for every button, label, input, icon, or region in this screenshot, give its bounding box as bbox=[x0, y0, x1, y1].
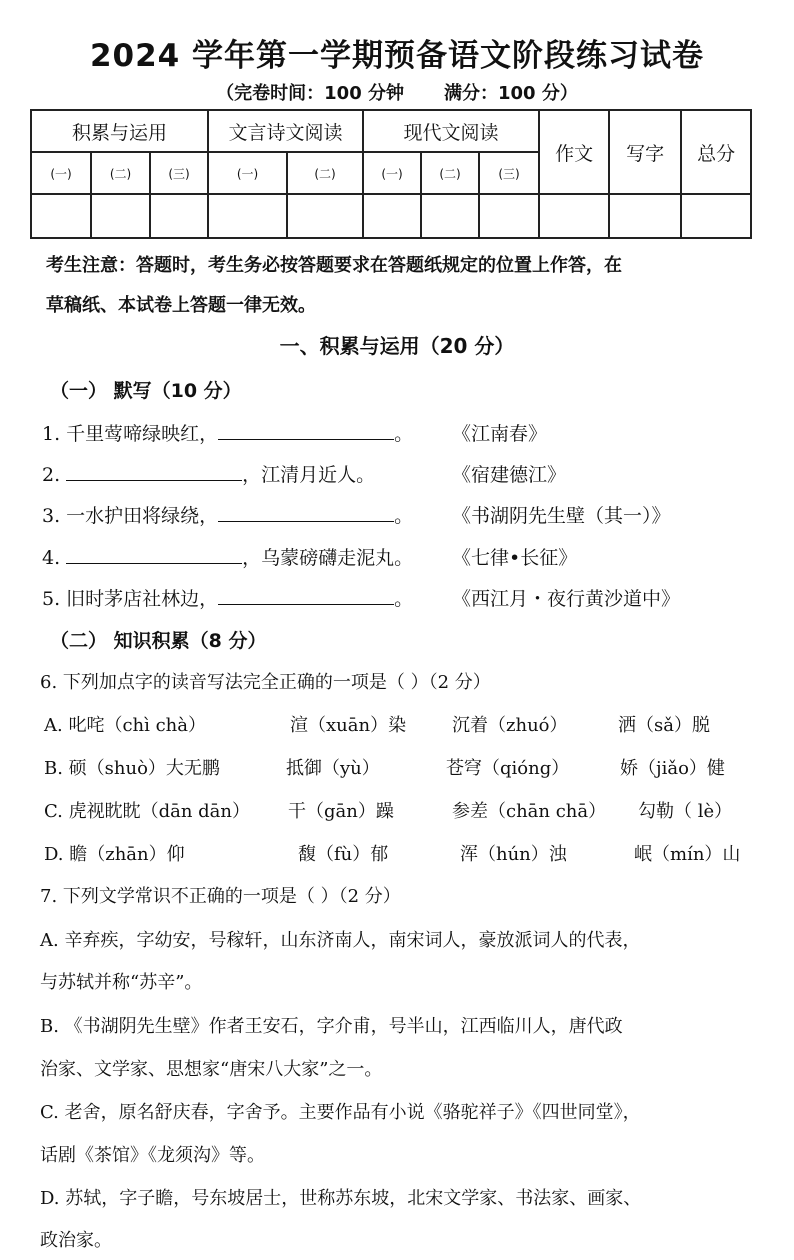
notice-line-2: 草稿纸、本试卷上答题一律无效。 bbox=[46, 295, 316, 316]
exam-full-score: 满分：100 分） bbox=[444, 83, 578, 104]
q7-option-d-line-2: 政治家。 bbox=[40, 1230, 112, 1251]
q6-option-c-3: 参差（chān chā） bbox=[452, 801, 607, 822]
dictation-3 bbox=[42, 501, 413, 528]
score-sub: (一) bbox=[208, 152, 287, 194]
exam-time: （完卷时间：100 分钟 bbox=[216, 83, 404, 104]
question-7-stem: 7. 下列文学常识不正确的一项是（ ）（2 分） bbox=[40, 886, 401, 907]
dictation-text: ，江清月近人。 bbox=[242, 464, 376, 486]
answer-blank[interactable] bbox=[218, 503, 394, 522]
score-sub: (一) bbox=[31, 152, 91, 194]
dictation-text: 。 bbox=[394, 423, 414, 445]
score-sub: (二) bbox=[91, 152, 150, 194]
q6-option-a-4: 洒（sǎ）脱 bbox=[618, 715, 710, 736]
answer-blank[interactable] bbox=[218, 421, 394, 440]
score-cell[interactable] bbox=[91, 194, 150, 238]
dictation-text: 。 bbox=[394, 505, 414, 527]
q7-option-a-line-2: 与苏轼并称“苏辛”。 bbox=[40, 972, 203, 993]
q7-option-c-line-1: C. 老舍，原名舒庆春，字舍予。主要作品有小说《骆驼祥子》《四世同堂》， bbox=[40, 1102, 641, 1123]
exam-title: 2024 学年第一学期预备语文阶段练习试卷 bbox=[89, 38, 705, 74]
q6-option-c-2: 干（gān）躁 bbox=[288, 801, 394, 822]
q6-option-d-2: 馥（fù）郁 bbox=[298, 844, 389, 865]
q7-option-a-line-1: A. 辛弃疾，字幼安，号稼轩，山东济南人，南宋词人，豪放派词人的代表， bbox=[40, 930, 641, 951]
dictation-3-source: 《书湖阴先生壁（其一）》 bbox=[452, 505, 671, 527]
question-6-stem: 6. 下列加点字的读音写法完全正确的一项是（ ）（2 分） bbox=[40, 672, 491, 693]
q6-option-d-1: D. 瞻（zhān）仰 bbox=[44, 844, 185, 865]
answer-blank[interactable] bbox=[66, 462, 242, 481]
dictation-4-source: 《七律•长征》 bbox=[452, 547, 578, 569]
score-group-2: 文言诗文阅读 bbox=[208, 110, 363, 152]
q6-option-a-1: A. 叱咤（chì chà） bbox=[44, 715, 206, 736]
dictation-2 bbox=[42, 460, 375, 487]
q6-option-a-3: 沉着（zhuó） bbox=[452, 715, 568, 736]
score-cell[interactable] bbox=[421, 194, 479, 238]
score-cell[interactable] bbox=[539, 194, 609, 238]
score-table bbox=[30, 109, 752, 239]
q7-option-d-line-1: D. 苏轼，字子瞻，号东坡居士，世称苏东坡，北宋文学家、书法家、画家、 bbox=[40, 1188, 642, 1209]
dictation-text: ，乌蒙磅礴走泥丸。 bbox=[242, 547, 414, 569]
dictation-text: 3. 一水护田将绿绕， bbox=[42, 505, 219, 527]
score-essay: 作文 bbox=[539, 110, 609, 194]
score-cell[interactable] bbox=[287, 194, 363, 238]
score-total: 总分 bbox=[681, 110, 751, 194]
part-1-title: （一） 默写（10 分） bbox=[50, 380, 242, 402]
dictation-1-source: 《江南春》 bbox=[452, 423, 548, 445]
dictation-5 bbox=[42, 584, 413, 611]
q6-option-b-1: B. 硕（shuò）大无鹏 bbox=[44, 758, 220, 779]
score-cell[interactable] bbox=[609, 194, 681, 238]
score-cell[interactable] bbox=[479, 194, 539, 238]
score-sub: (三) bbox=[479, 152, 539, 194]
q6-option-c-4: 勾勒（ lè） bbox=[638, 801, 733, 822]
q6-option-b-2: 抵御（yù） bbox=[286, 758, 380, 779]
score-cell[interactable] bbox=[31, 194, 91, 238]
dictation-text: 。 bbox=[394, 588, 414, 610]
dictation-2-source: 《宿建德江》 bbox=[452, 464, 567, 486]
q6-option-b-4: 娇（jiǎo）健 bbox=[620, 758, 725, 779]
q6-option-b-3: 苍穹（qióng） bbox=[446, 758, 570, 779]
score-cell[interactable] bbox=[208, 194, 287, 238]
score-sub: (一) bbox=[363, 152, 421, 194]
q6-option-a-2: 渲（xuān）染 bbox=[290, 715, 407, 736]
score-sub: (二) bbox=[287, 152, 363, 194]
score-group-3: 现代文阅读 bbox=[363, 110, 539, 152]
answer-blank[interactable] bbox=[218, 586, 394, 605]
dictation-5-source: 《西江月・夜行黄沙道中》 bbox=[452, 588, 681, 610]
dictation-4 bbox=[42, 543, 413, 570]
dictation-text: 5. 旧时茅店社林边， bbox=[42, 588, 219, 610]
notice-line-1: 考生注意：答题时，考生务必按答题要求在答题纸规定的位置上作答，在 bbox=[46, 255, 622, 276]
score-group-1: 积累与运用 bbox=[31, 110, 208, 152]
q6-option-d-3: 浑（hún）浊 bbox=[460, 844, 567, 865]
answer-blank[interactable] bbox=[66, 545, 242, 564]
q6-option-c-1: C. 虎视眈眈（dān dān） bbox=[44, 801, 250, 822]
part-2-title: （二） 知识积累（8 分） bbox=[50, 630, 267, 652]
score-sub: (二) bbox=[421, 152, 479, 194]
exam-subtitle bbox=[0, 79, 794, 105]
dictation-1 bbox=[42, 419, 413, 446]
section-title: 一、积累与运用（20 分） bbox=[279, 334, 515, 358]
score-writing: 写字 bbox=[609, 110, 681, 194]
dictation-text: 2. bbox=[42, 464, 67, 486]
q7-option-b-line-2: 治家、文学家、思想家“唐宋八大家”之一。 bbox=[40, 1059, 383, 1080]
q7-option-c-line-2: 话剧《茶馆》《龙须沟》等。 bbox=[40, 1145, 265, 1166]
score-cell[interactable] bbox=[150, 194, 208, 238]
dictation-text: 1. 千里莺啼绿映红， bbox=[42, 423, 219, 445]
q6-option-d-4: 岷（mín）山 bbox=[634, 844, 741, 865]
score-cell[interactable] bbox=[363, 194, 421, 238]
q7-option-b-line-1: B. 《书湖阴先生壁》作者王安石，字介甫，号半山，江西临川人，唐代政 bbox=[40, 1016, 623, 1037]
dictation-text: 4. bbox=[42, 547, 67, 569]
score-cell[interactable] bbox=[681, 194, 751, 238]
score-sub: (三) bbox=[150, 152, 208, 194]
